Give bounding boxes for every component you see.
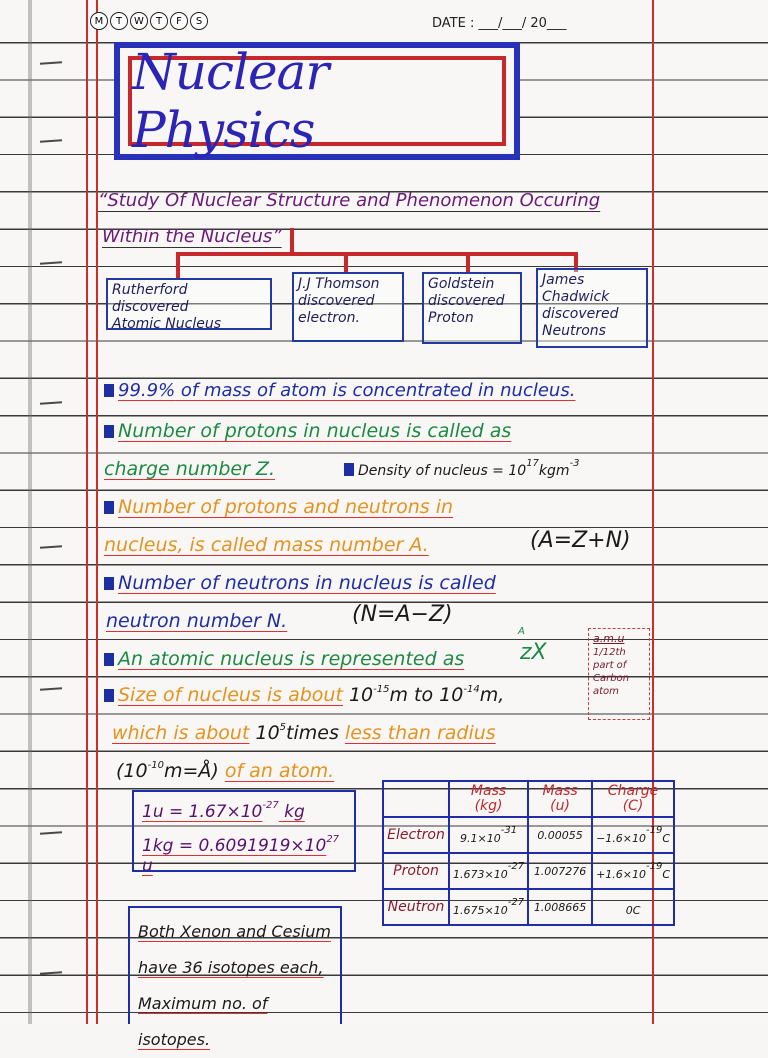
note-value: m, <box>479 684 505 706</box>
unit-text: kg <box>278 802 305 822</box>
discovery-text: discovered <box>428 293 505 310</box>
bullet-icon <box>104 653 114 666</box>
note-value: (10 <box>116 760 148 782</box>
note-charge-number-1 <box>104 420 511 442</box>
formula-mass-number: (A=Z+N) <box>530 528 631 553</box>
nuclide-symbol: zX <box>520 640 547 665</box>
note-text: Number of neutrons in nucleus is called <box>118 572 496 594</box>
cell-value: 1.675×10 <box>453 904 508 917</box>
column-header <box>449 781 528 817</box>
isotope-note-line: Maximum no. of isotopes. <box>138 994 268 1049</box>
cell-value: +1.6×10 <box>596 868 646 881</box>
note-charge-number-2 <box>104 458 275 480</box>
exponent: -19 <box>646 825 663 836</box>
header-label: Mass <box>470 783 507 800</box>
note-value: times <box>286 722 339 744</box>
cell-charge <box>592 817 674 853</box>
definition-line-2: Within the Nucleus” <box>102 226 282 247</box>
page-nick <box>40 971 62 975</box>
note-text: Number of protons in nucleus is called as <box>118 420 512 442</box>
weekday-circle: M <box>90 12 108 30</box>
header-unit: (kg) <box>474 798 503 814</box>
exponent: -31 <box>500 825 518 836</box>
cell-mass-u: 0.00055 <box>528 817 592 853</box>
discovery-text: discovered <box>298 293 375 310</box>
discovery-chadwick <box>536 268 648 348</box>
note-text: of an atom. <box>224 760 335 782</box>
isotope-note-line: Both Xenon and Cesium <box>138 922 331 941</box>
column-header <box>592 781 674 817</box>
cell-mass-u: 1.008665 <box>528 889 592 925</box>
discovery-text: Atomic Nucleus <box>112 316 222 333</box>
cell-value: 0C <box>625 904 641 917</box>
tree-stem <box>290 228 294 254</box>
column-header <box>528 781 592 817</box>
weekday-circle: S <box>190 12 208 30</box>
note-text: charge number Z. <box>104 458 275 480</box>
note-value: 10 <box>348 684 374 706</box>
cell-value: −1.6×10 <box>596 832 646 845</box>
cell-value: 9.1×10 <box>460 832 501 845</box>
margin-line-left <box>86 0 88 1024</box>
row-header: Electron <box>383 817 449 853</box>
cell-charge <box>592 853 674 889</box>
header-label: Mass <box>542 783 578 800</box>
discovery-thomson <box>292 272 404 342</box>
note-mass-number-2 <box>104 534 429 556</box>
isotope-note-box <box>128 906 342 1049</box>
weekday-circle: W <box>130 12 148 30</box>
discovery-text: J.J Thomson <box>298 276 380 292</box>
spiral-binding <box>28 0 32 1024</box>
note-text: less than radius <box>344 722 496 744</box>
page-nick <box>40 139 62 143</box>
unit-text: 1u = 1.67×10 <box>142 802 263 822</box>
cell-mass-kg <box>449 853 528 889</box>
discovery-text: discovered <box>542 306 619 323</box>
exponent: 17 <box>526 458 539 469</box>
tree-branch <box>176 252 180 278</box>
unit-text: u <box>142 856 153 876</box>
page-nick <box>40 61 62 65</box>
table-corner <box>383 781 449 817</box>
cell-unit: C <box>662 832 671 845</box>
bullet-icon <box>104 689 114 702</box>
bullet-icon <box>104 425 114 438</box>
note-text: neutron number N. <box>106 610 288 632</box>
note-value: 10 <box>255 722 280 744</box>
weekday-circles <box>90 12 208 30</box>
note-neutron-number-1 <box>104 572 496 594</box>
table-row <box>383 817 674 853</box>
amu-body: 1/12th part of Carbon atom <box>593 647 630 698</box>
isotope-note-line: have 36 isotopes each, <box>138 958 324 977</box>
note-text: An atomic nucleus is represented as <box>118 648 465 670</box>
note-representation <box>104 648 464 670</box>
page-nick <box>40 261 62 265</box>
discovery-text: Goldstein <box>428 276 495 292</box>
bullet-icon <box>104 577 114 590</box>
note-value: m to 10 <box>389 684 464 706</box>
cell-mass-u: 1.007276 <box>528 853 592 889</box>
header-unit: (u) <box>550 798 570 814</box>
page-nick <box>40 545 62 549</box>
note-text: Density of nucleus = 10 <box>358 463 527 479</box>
exponent: -10 <box>147 760 164 771</box>
note-density <box>344 458 580 479</box>
note-size-2 <box>112 722 496 744</box>
exponent: 5 <box>279 722 287 733</box>
page-nick <box>40 401 62 405</box>
date-field: DATE : ___/___/ 20___ <box>432 16 567 31</box>
tree-branch <box>344 252 348 272</box>
table-row <box>383 889 674 925</box>
discovery-text: Proton <box>428 310 474 327</box>
tree-branch <box>466 252 470 272</box>
discovery-text: Rutherford discovered <box>112 282 189 316</box>
exponent: -27 <box>262 800 279 811</box>
header-label: Charge <box>607 783 659 800</box>
note-size-3 <box>116 760 334 782</box>
exponent: -15 <box>373 684 390 695</box>
note-text: kgm <box>538 463 570 479</box>
note-value: m=Å) <box>163 760 219 782</box>
discovery-text: electron. <box>298 310 360 327</box>
row-header: Proton <box>383 853 449 889</box>
row-header: Neutron <box>383 889 449 925</box>
weekday-circle: F <box>170 12 188 30</box>
unit-conversion-box <box>132 790 356 876</box>
note-mass <box>104 380 575 401</box>
exponent: -14 <box>463 684 480 695</box>
note-mass-number-1 <box>104 496 453 518</box>
discovery-goldstein <box>422 272 522 344</box>
note-highlight: 99.9% <box>118 380 176 401</box>
cell-charge <box>592 889 674 925</box>
particles-table <box>382 780 675 926</box>
unit-kg-to-u <box>142 834 346 876</box>
discovery-rutherford <box>106 278 272 333</box>
margin-line-left-inner <box>96 0 98 1024</box>
unit-text: 1kg = 0.6091919×10 <box>142 836 327 856</box>
header-unit: (C) <box>622 798 644 814</box>
nuclide-superscript: A <box>518 626 525 637</box>
cell-mass-kg <box>449 817 528 853</box>
amu-note <box>588 628 650 720</box>
title-box <box>114 42 520 160</box>
note-text: Size of nucleus is about <box>118 684 343 706</box>
note-text: of mass of atom is concentrated in nucleus. <box>175 380 576 401</box>
note-text: which is about <box>112 722 250 744</box>
note-text: nucleus, is called mass number A. <box>104 534 429 556</box>
formula-neutron-number: (N=A−Z) <box>352 602 453 627</box>
title-inner-frame <box>128 43 506 159</box>
exponent: -27 <box>507 897 525 908</box>
amu-title: a.m.u <box>593 632 625 645</box>
exponent: 27 <box>326 834 340 845</box>
page-nick <box>40 831 62 835</box>
table-header-row <box>383 781 674 817</box>
cell-mass-kg <box>449 889 528 925</box>
note-neutron-number-2 <box>106 610 287 632</box>
note-size-1 <box>104 684 504 706</box>
exponent: -19 <box>646 861 663 872</box>
page-nick <box>40 687 62 691</box>
exponent: -27 <box>507 861 525 872</box>
discovery-text: Neutrons <box>542 323 606 340</box>
weekday-circle: T <box>150 12 168 30</box>
note-text: Number of protons and neutrons in <box>118 496 454 518</box>
definition-line-1: “Study Of Nuclear Structure and Phenomenon Occuring <box>98 190 601 211</box>
bullet-icon <box>344 463 354 476</box>
weekday-circle: T <box>110 12 128 30</box>
discovery-text: James Chadwick <box>542 272 610 306</box>
unit-u-to-kg <box>142 800 346 822</box>
exponent: -3 <box>569 458 580 469</box>
cell-unit: C <box>662 868 671 881</box>
tree-bar <box>176 252 576 256</box>
bullet-icon <box>104 384 114 397</box>
page-title: Nuclear Physics <box>132 43 329 159</box>
cell-value: 1.673×10 <box>453 868 508 881</box>
bullet-icon <box>104 501 114 514</box>
table-row <box>383 853 674 889</box>
